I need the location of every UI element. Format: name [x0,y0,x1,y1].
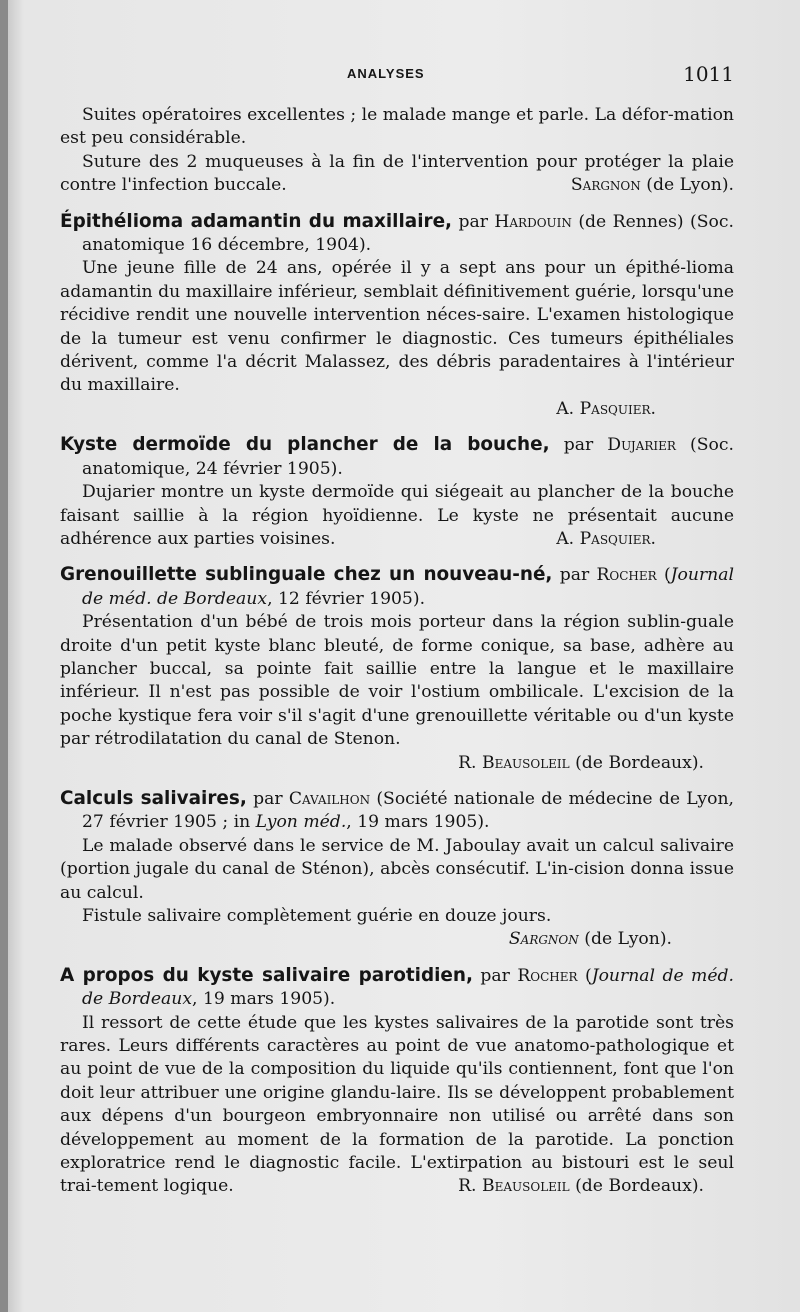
article-5-author: Rocher [517,965,578,986]
article-1-heading [60,210,734,258]
article-3-body: Présentation d'un bébé de trois mois porteur dans la région sublin-guale droite d'un petit kyste blanc bleuté, de forme conique, sa base, adhère au plancher buccal, sa pointe fait saillie entre la langue et le maxillaire inférieur. Il n'est pas possible de voir l'ostium ombilicale. L'excision de la poche kystique fera voir s'il s'agit d'une grenouillette véritable ou d'un kyste par rétrodilatation du canal de Stenon. [60,612,734,750]
article-3-signature [60,752,734,775]
article-1-source: (de Rennes) (Soc. anatomique 16 décembre, 1904). [82,211,734,256]
article-5-signature-initial: R. [458,1176,482,1197]
article-2-heading [60,433,734,481]
article-5-source-rest: , 19 mars 1905). [192,989,336,1010]
article-5-body-text: Il ressort de cette étude que les kystes salivaires de la parotide sont très rares. Leurs différents caractères au point de vue anatomo-pathologique et au point de vue de la composition du liquide qu'ils contiennent, font que l'on doit leur attribuer une origine glandu-laire. Ils se développent probablement aux dépens d'un bourgeon embryonnaire non utilisé ou arrêté dans son développement au moment de la formation de la parotide. La ponction exploratrice rend le diagnostic facile. L'extirpation au bistouri est le seul trai-tement logique. [60,1012,734,1197]
article-1-title: Épithélioma adamantin du maxillaire, [60,210,453,232]
article-grenouillette [60,563,734,775]
article-1-by: par [452,211,495,232]
article-2-signature [534,528,734,551]
article-4-signature [60,928,734,951]
article-5-heading [60,964,734,1012]
page-header [60,62,734,88]
article-2-by: par [549,435,608,456]
article-5-title: A propos du kyste salivaire parotidien, [60,964,473,986]
article-3-source-rest: , 12 février 1905). [267,588,426,609]
article-3-heading [60,563,734,611]
article-2-title: Kyste dermoïde du plancher de la bouche, [60,434,550,456]
article-1-body: Une jeune fille de 24 ans, opérée il y a sept ans pour un épithé-lioma adamantin du maxillaire inférieur, semblait définitivement guérie, lorsqu'une récidive rendit une nouvelle intervention néces-saire. L'examen histologique de la tumeur est venu confirmer le diagnostic. Ces tumeurs épithéliales dérivent, comme l'a décrit Malassez, des débris paradentaires à l'intérieur du maxillaire. [60,258,734,396]
article-epithelioma [60,210,734,422]
page-number: 1011 [683,62,734,86]
article-calculs-salivaires [60,787,734,952]
intro-signature-author: Sargnon [570,175,641,196]
article-4-title: Calculs salivaires, [60,787,247,809]
running-head: ANALYSES [347,66,425,81]
intro-paragraph-2-text: Suture des 2 muqueuses à la fin de l'intervention pour protéger la plaie contre l'infection buccale. [60,151,734,196]
article-3-author: Rocher [596,565,657,586]
article-2-author: Dujarier [607,435,676,456]
article-5-journal: Journal de méd. de Bordeaux [82,965,734,1010]
article-2-source: (Soc. anatomique, 24 février 1905). [82,435,734,479]
article-5-source-open: ( [577,965,592,986]
article-4-author: Cavailhon [288,788,371,809]
article-3-journal: Journal de méd. de Bordeaux [82,565,734,609]
article-kyste-dermoide [60,433,734,551]
intro-paragraph-1: Suites opératoires excellentes ; le malade mange et parle. La défor-mation est peu considérable. [60,105,734,149]
article-4-body-1: Le malade observé dans le service de M. Jaboulay avait un calcul salivaire (portion jugale du canal de Sténon), abcès consécutif. L'in-cision donna issue au calcul. [60,835,734,903]
article-5-signature-place: (de Bordeaux). [569,1176,704,1197]
article-5-signature-name: Beausoleil [481,1176,570,1197]
article-3-signature-initial: R. [458,752,482,773]
article-2-signature-initial: A. [556,528,580,549]
article-5-signature [436,1175,734,1198]
article-kyste-parotidien [60,964,734,1199]
page-content [60,104,734,1199]
article-4-body-2: Fistule salivaire complètement guérie en douze jours. [82,906,552,926]
article-5-by: par [472,965,518,986]
article-5-body [60,1012,734,1199]
article-4-heading [60,787,734,835]
article-4-signature-place: (de Lyon). [578,929,672,950]
article-1-signature-name: Pasquier. [579,398,656,419]
article-3-title: Grenouillette sublinguale chez un nouveau-né, [60,564,553,586]
article-2-signature-name: Pasquier. [579,528,656,549]
article-3-source-open: ( [656,565,671,586]
article-3-by: par [552,565,597,586]
intro-signature [549,174,734,197]
article-4-source-b: , 19 mars 1905). [346,812,490,833]
article-3-signature-name: Beausoleil [481,752,570,773]
article-1-signature-initial: A. [556,398,580,419]
intro-signature-place: (de Lyon). [640,175,734,196]
article-4-by: par [246,788,289,809]
article-2-body [60,481,734,551]
article-1-signature [60,398,734,421]
article-2-body-text: Dujarier montre un kyste dermoïde qui siégeait au plancher de la bouche faisant saillie à la région hyoïdienne. Le kyste ne présentait aucune adhérence aux parties voisines. [60,482,734,549]
intro-paragraph-2 [60,151,734,198]
article-4-signature-name: Sargnon [508,929,579,950]
article-1-author: Hardouin [494,211,572,232]
article-4-source-a: (Société nationale de médecine de Lyon, 27 février 1905 ; in [82,788,735,833]
article-3-signature-place: (de Bordeaux). [569,752,704,773]
article-4-journal: Lyon méd. [255,812,347,833]
intro-section [60,104,734,198]
